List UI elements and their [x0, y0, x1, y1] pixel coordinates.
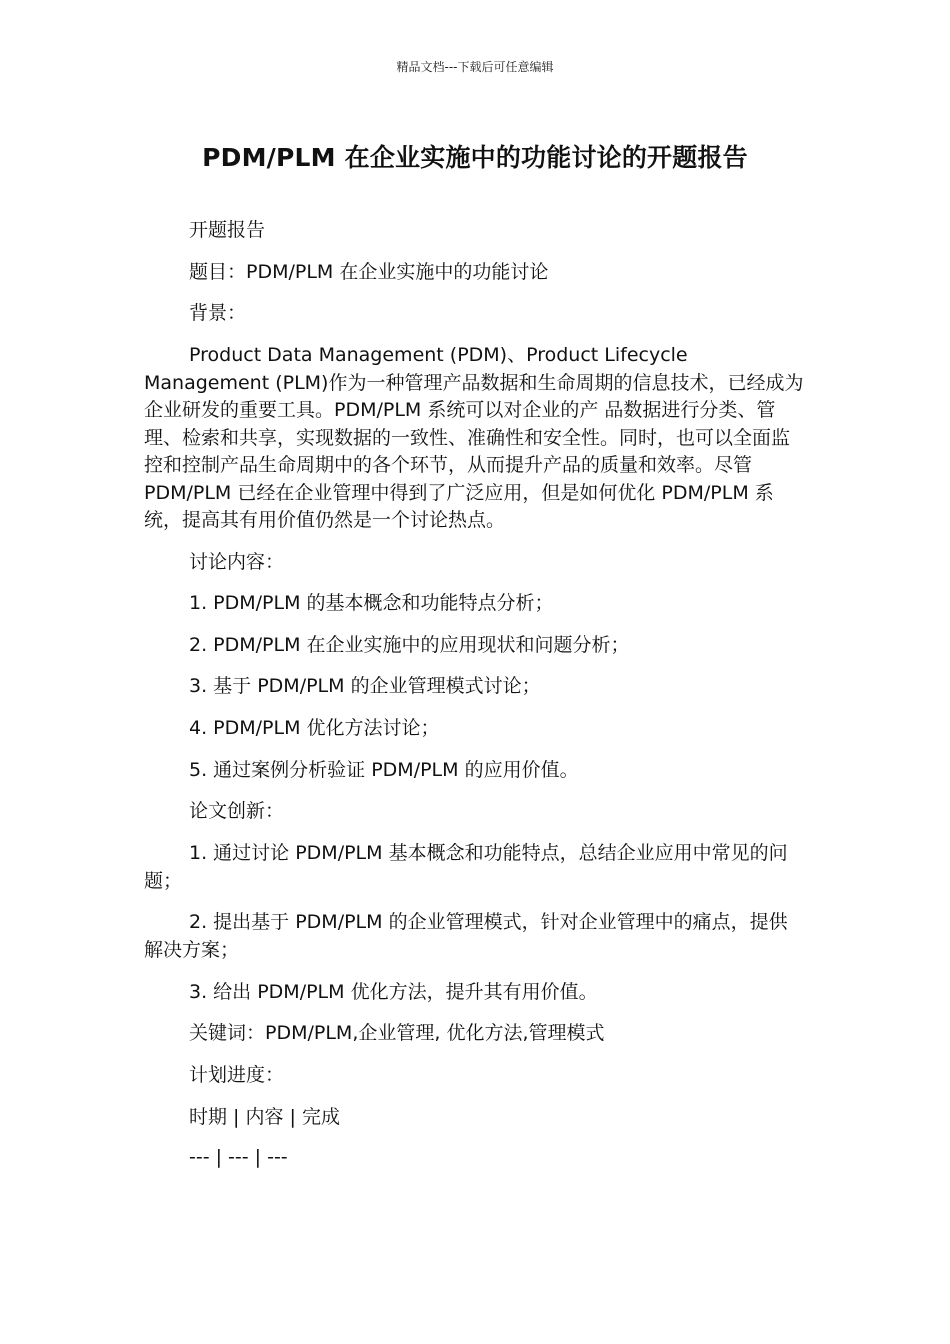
background-paragraph: Product Data Management (PDM)、Product Lifecycle Management (PLM)作为一种管理产品数据和生命周期的信息技术，已经成为企业研发的重要工具。PDM/PLM 系统可以对企业的产 品数据进行分类、管理、检索和共享，实现数据的一致性、准确性和安全性。同时，也可以全面监控和控制产品生命周期中的各个环节，从而提升产品的质量和效率。尽管 PDM/PLM 已经在企业管理中得到了广泛应用，但是如何优化 PDM/PLM 系统，提高其有用价值仍然是一个讨论热点。 [144, 344, 804, 531]
innovation-item-1: 1. 通过讨论 PDM/PLM 基本概念和功能特点，总结企业应用中常见的问题； [144, 842, 788, 892]
background-label: 背景： [189, 302, 247, 324]
keywords-line: 关键词：PDM/PLM,企业管理, 优化方法,管理模式 [189, 1022, 605, 1044]
innovation-item-2: 2. 提出基于 PDM/PLM 的企业管理模式，针对企业管理中的痛点，提供解决方案； [144, 911, 788, 961]
discussion-label: 讨论内容： [189, 551, 285, 573]
discussion-item-2: 2. PDM/PLM 在企业实施中的应用现状和问题分析； [189, 634, 630, 656]
report-label: 开题报告 [189, 219, 266, 241]
plan-label: 计划进度： [189, 1064, 285, 1086]
discussion-item-5: 5. 通过案例分析验证 PDM/PLM 的应用价值。 [189, 759, 579, 781]
table-header-line: 时期 | 内容 | 完成 [189, 1106, 340, 1128]
table-separator-line: --- | --- | --- [189, 1146, 288, 1168]
discussion-item-3: 3. 基于 PDM/PLM 的企业管理模式讨论； [189, 675, 541, 697]
innovation-label: 论文创新： [189, 800, 285, 822]
discussion-item-1: 1. PDM/PLM 的基本概念和功能特点分析； [189, 592, 554, 614]
innovation-item-3: 3. 给出 PDM/PLM 优化方法，提升其有用价值。 [189, 981, 598, 1003]
header-note: 精品文档---下载后可任意编辑 [396, 60, 554, 74]
document-title: PDM/PLM 在企业实施中的功能讨论的开题报告 [202, 143, 748, 172]
discussion-item-4: 4. PDM/PLM 优化方法讨论； [189, 717, 440, 739]
topic-line: 题目：PDM/PLM 在企业实施中的功能讨论 [189, 261, 549, 283]
